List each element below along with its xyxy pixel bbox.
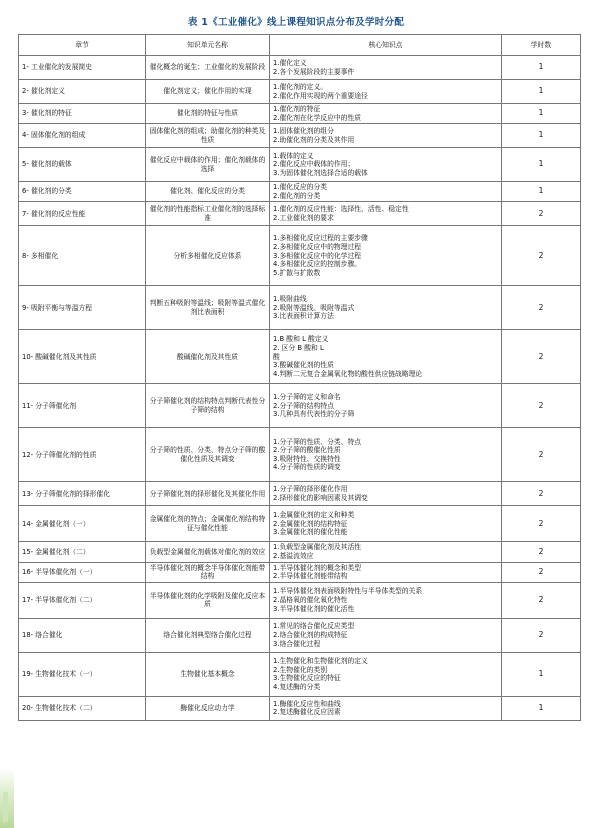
hours-cell: 2 — [502, 226, 581, 286]
chapter-cell: 5- 催化剂的载体 — [19, 148, 146, 182]
knowledge-cell — [270, 104, 502, 124]
hours-cell: 2 — [502, 618, 581, 652]
hours-cell: 1 — [502, 652, 581, 696]
knowledge-point: 3.金属催化剂的催化性能 — [273, 528, 348, 537]
knowledge-point: 2.工业催化剂的要求 — [273, 213, 334, 222]
knowledge-cell — [270, 506, 502, 542]
knowledge-point: 4.分子筛的性质的调变 — [273, 463, 341, 472]
knowledge-point: 4.多相催化反应的控制步骤。 — [273, 260, 362, 269]
table-row — [19, 286, 581, 330]
knowledge-cell — [270, 148, 502, 182]
knowledge-point: 2.催化反应中载体的作用； — [273, 160, 355, 169]
knowledge-point: 1.半导体催化剂表面吸附特性与半导体类型的关系 — [273, 587, 423, 596]
unit-cell: 金属催化剂的特点；金属催化剂结构特征与催化性能 — [146, 506, 270, 542]
knowledge-point: 4.复述酶的分类 — [273, 682, 321, 691]
knowledge-point: 1.催化剂的定义。 — [273, 82, 328, 91]
knowledge-point: 3.半导体催化剂的催化活性 — [273, 604, 355, 613]
table-row — [19, 202, 581, 226]
table-row — [19, 56, 581, 80]
hours-cell: 1 — [502, 80, 581, 104]
knowledge-cell — [270, 582, 502, 618]
hours-cell: 1 — [502, 104, 581, 124]
knowledge-point: 1.催化剂的反应性能：选择性、活性、稳定性 — [273, 205, 409, 214]
knowledge-point: 1.载体的定义 — [273, 151, 314, 160]
knowledge-point: 1.分子筛的择形催化作用 — [273, 485, 348, 494]
knowledge-cell — [270, 56, 502, 80]
header-chapter: 章节 — [19, 35, 146, 56]
chapter-cell: 16- 半导体催化剂（一） — [19, 562, 146, 582]
unit-cell: 分子筛催化剂的择形催化及其催化作用 — [146, 482, 270, 506]
chapter-cell: 4- 固体催化剂的组成 — [19, 124, 146, 148]
chapter-cell: 11- 分子筛催化剂 — [19, 384, 146, 428]
knowledge-point: 2.半导体催化剂能带结构 — [273, 572, 348, 581]
knowledge-cell — [270, 124, 502, 148]
knowledge-point: 1.多相催化反应过程的主要步骤 — [273, 234, 368, 243]
chapter-cell: 8- 多相催化 — [19, 226, 146, 286]
hours-cell: 2 — [502, 384, 581, 428]
chapter-cell: 6- 催化剂的分类 — [19, 182, 146, 202]
knowledge-point: 2.吸附等温线、吸附等温式 — [273, 303, 355, 312]
unit-cell: 生物催化基本概念 — [146, 652, 270, 696]
knowledge-point: 酸 — [273, 352, 280, 361]
knowledge-point: 2.助催化剂的分类及其作用 — [273, 135, 355, 144]
chapter-cell: 19- 生物催化技术（一） — [19, 652, 146, 696]
knowledge-point: 1.B 酸和 L 酸定义 — [273, 335, 329, 344]
table-row — [19, 80, 581, 104]
knowledge-point: 2.多相催化反应中的物理过程 — [273, 242, 362, 251]
unit-cell: 半导体催化剂的概念半导体催化剂能带结构 — [146, 562, 270, 582]
hours-cell: 2 — [502, 330, 581, 384]
chapter-cell: 18- 络合催化 — [19, 618, 146, 652]
knowledge-point: 2.催化剂的分类 — [273, 191, 321, 200]
knowledge-point: 1.催化定义 — [273, 58, 307, 67]
table-row — [19, 652, 581, 696]
header-unit: 知识单元名称 — [146, 35, 270, 56]
unit-cell: 催化剂、催化反应的分类 — [146, 182, 270, 202]
knowledge-point: 1.负载型金属催化剂及其活性 — [273, 543, 362, 552]
unit-cell: 催化剂的特征与性质 — [146, 104, 270, 124]
table-row — [19, 330, 581, 384]
table-row — [19, 384, 581, 428]
knowledge-cell — [270, 562, 502, 582]
table-caption: 表 1《工业催化》线上课程知识点分布及学时分配 — [187, 17, 405, 28]
knowledge-cell — [270, 652, 502, 696]
table-row — [19, 124, 581, 148]
knowledge-point: 2. 区分 B 酸和 L — [273, 343, 324, 352]
table-row — [19, 482, 581, 506]
knowledge-point: 1.固体催化剂的组分 — [273, 127, 334, 136]
knowledge-point: 1.分子筛的定义和命名 — [273, 392, 341, 401]
table-row — [19, 562, 581, 582]
knowledge-point: 3.生物催化反应的特征 — [273, 674, 341, 683]
table-row — [19, 618, 581, 652]
knowledge-point: 1.金属催化剂的定义和种类 — [273, 510, 355, 519]
hours-cell: 1 — [502, 124, 581, 148]
knowledge-point: 2.催化剂在化学反应中的性质 — [273, 113, 362, 122]
knowledge-point: 2.晶格氧的催化氧化特性 — [273, 595, 348, 604]
knowledge-point: 2.分子筛的结构特点 — [273, 401, 334, 410]
chapter-cell: 1- 工业催化的发展简史 — [19, 56, 146, 80]
knowledge-cell — [270, 80, 502, 104]
knowledge-point: 3.多相催化反应中的化学过程 — [273, 251, 362, 260]
knowledge-point: 2.催化作用实现的两个重要途径 — [273, 91, 368, 100]
knowledge-point: 2.金属催化剂的结构特征 — [273, 519, 348, 528]
chapter-cell: 13- 分子筛催化剂的择形催化 — [19, 482, 146, 506]
knowledge-point: 1.常见的络合催化反应类型 — [273, 622, 355, 631]
table-row — [19, 582, 581, 618]
chapter-cell: 2- 催化剂定义 — [19, 80, 146, 104]
knowledge-cell — [270, 182, 502, 202]
knowledge-point: 1.半导体催化剂的概念和类型 — [273, 563, 362, 572]
corner-decoration-bar — [3, 792, 8, 822]
hours-cell: 2 — [502, 582, 581, 618]
chapter-cell: 3- 催化剂的特征 — [19, 104, 146, 124]
knowledge-point: 2.复述酶催化反应因素 — [273, 708, 341, 717]
chapter-cell: 12- 分子筛催化剂的性质 — [19, 428, 146, 482]
knowledge-point: 2.择形催化的影响因素及其调变 — [273, 493, 368, 502]
knowledge-point: 2.络合催化剂的构成特征 — [273, 630, 348, 639]
knowledge-cell — [270, 226, 502, 286]
knowledge-point: 3.几种具有代表性的分子筛 — [273, 410, 355, 419]
knowledge-point: 1.催化剂的特征 — [273, 105, 321, 113]
knowledge-point: 1.生物催化和生物催化剂的定义 — [273, 657, 368, 666]
unit-cell: 催化反应中载体的作用；催化剂载体的选择 — [146, 148, 270, 182]
hours-cell: 1 — [502, 148, 581, 182]
chapter-cell: 7- 催化剂的反应性能 — [19, 202, 146, 226]
knowledge-cell — [270, 618, 502, 652]
hours-cell: 1 — [502, 696, 581, 720]
unit-cell: 半导体催化剂的化学吸附及催化反应本质 — [146, 582, 270, 618]
table-row — [19, 696, 581, 720]
unit-cell: 催化剂定义；催化作用的实现 — [146, 80, 270, 104]
knowledge-cell — [270, 696, 502, 720]
unit-cell: 络合催化剂典型络合催化过程 — [146, 618, 270, 652]
knowledge-point: 3.络合催化过程 — [273, 639, 321, 648]
chapter-cell: 15- 金属催化剂（二） — [19, 542, 146, 562]
unit-cell: 酸碱催化剂及其性质 — [146, 330, 270, 384]
header-knowledge: 核心知识点 — [270, 35, 502, 56]
knowledge-cell — [270, 202, 502, 226]
knowledge-point: 1.分子筛的性质、分类、特点 — [273, 437, 362, 446]
knowledge-point: 2.基溢流效应 — [273, 551, 314, 560]
hours-cell: 2 — [502, 202, 581, 226]
unit-cell: 酶催化反应动力学 — [146, 696, 270, 720]
chapter-cell: 14- 金属催化剂（一） — [19, 506, 146, 542]
table-row — [19, 104, 581, 124]
hours-cell: 2 — [502, 506, 581, 542]
hours-cell: 1 — [502, 56, 581, 80]
table-row — [19, 182, 581, 202]
knowledge-cell — [270, 482, 502, 506]
knowledge-cell — [270, 542, 502, 562]
table-row — [19, 148, 581, 182]
knowledge-point: 1.催化反应的分类 — [273, 183, 328, 192]
knowledge-cell — [270, 384, 502, 428]
hours-cell: 2 — [502, 542, 581, 562]
hours-cell: 2 — [502, 562, 581, 582]
knowledge-point: 2.生物催化的类别 — [273, 665, 328, 674]
table-header-row — [19, 35, 581, 56]
hours-cell: 2 — [502, 428, 581, 482]
table-row — [19, 542, 581, 562]
knowledge-point: 1.吸附曲线 — [273, 294, 307, 303]
table-row — [19, 226, 581, 286]
knowledge-cell — [270, 286, 502, 330]
chapter-cell: 9- 吸附平衡与等温方程 — [19, 286, 146, 330]
knowledge-point: 3.为固体催化剂选择合适的载体 — [273, 168, 368, 177]
knowledge-point: 5.扩散与扩散数 — [273, 268, 321, 277]
unit-cell: 分析多相催化反应体系 — [146, 226, 270, 286]
hours-cell: 1 — [502, 182, 581, 202]
knowledge-point: 3.比表面积计算方法 — [273, 312, 334, 321]
knowledge-point: 3.吸附特性、交换特性 — [273, 454, 341, 463]
table-row — [19, 506, 581, 542]
course-table — [18, 34, 581, 721]
knowledge-point: 1.酶催化反应性和曲线 — [273, 699, 341, 708]
unit-cell: 分子筛催化剂的结构特点判断代表性分子筛的结构 — [146, 384, 270, 428]
knowledge-point: 3.酸碱催化剂的性质 — [273, 361, 334, 370]
unit-cell: 负载型金属催化剂载体对催化剂的效应 — [146, 542, 270, 562]
hours-cell: 2 — [502, 286, 581, 330]
unit-cell: 分子筛的性质、分类、特点分子筛的酸催化性质及其调变 — [146, 428, 270, 482]
chapter-cell: 10- 酸碱催化剂及其性质 — [19, 330, 146, 384]
knowledge-cell — [270, 428, 502, 482]
unit-cell: 固体催化剂的组成；助催化剂的种类及性质 — [146, 124, 270, 148]
header-hours: 学时数 — [502, 35, 581, 56]
chapter-cell: 17- 半导体催化剂（二） — [19, 582, 146, 618]
unit-cell: 催化剂的性能指标工业催化剂的选择标准 — [146, 202, 270, 226]
unit-cell: 判断五种吸附等温线；吸附等温式催化剂比表面积 — [146, 286, 270, 330]
hours-cell: 2 — [502, 482, 581, 506]
unit-cell: 催化概念的诞生；工业催化的发展阶段 — [146, 56, 270, 80]
knowledge-point: 2.各个发展阶段的主要事件 — [273, 67, 355, 76]
knowledge-cell — [270, 330, 502, 384]
table-row — [19, 428, 581, 482]
knowledge-point: 4.判断二元复合金属氧化物的酸性供应链战略理论 — [273, 369, 423, 378]
chapter-cell: 20- 生物催化技术（二） — [19, 696, 146, 720]
knowledge-point: 2.分子筛的酸催化性质 — [273, 446, 341, 455]
